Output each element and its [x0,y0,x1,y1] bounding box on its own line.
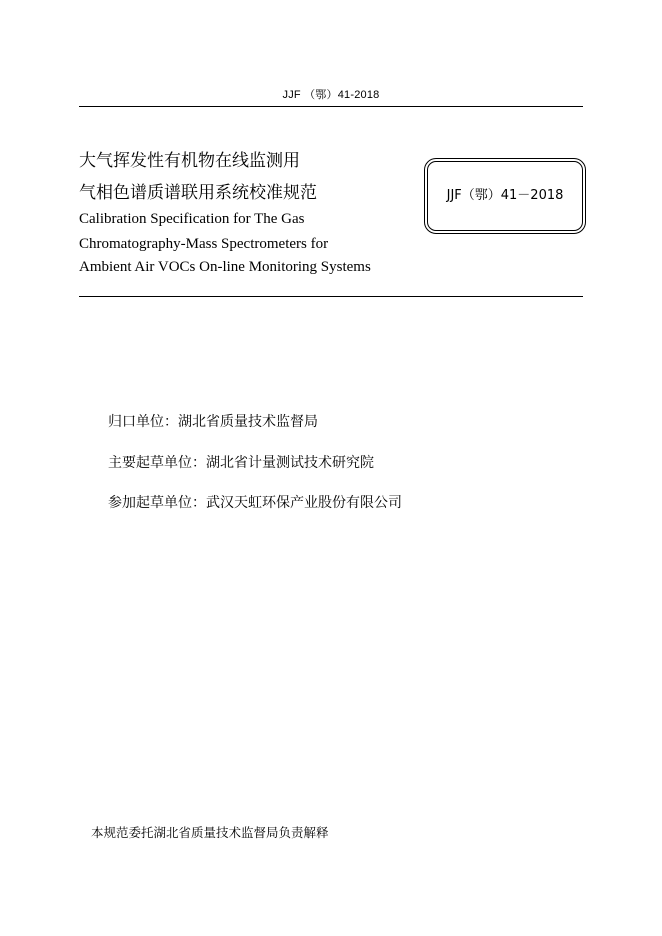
interpretation-note: 本规范委托湖北省质量技术监督局负责解释 [91,825,329,840]
responsible-unit: 归口单位：湖北省质量技术监督局 [108,414,318,430]
title-english-line-3: Ambient Air VOCs On-line Monitoring Systems [79,259,371,275]
participating-drafting-unit: 参加起草单位：武汉天虹环保产业股份有限公司 [108,495,402,511]
title-chinese-line-1: 大气挥发性有机物在线监测用 [79,151,300,171]
title-divider [79,296,583,297]
title-english-line-2: Chromatography-Mass Spectrometers for [79,236,329,252]
specification-code-box [424,158,586,234]
title-english-line-1: Calibration Specification for The Gas [79,211,305,227]
title-chinese-line-2: 气相色谱质谱联用系统校准规范 [79,183,317,203]
specification-code-box-inner [427,161,583,231]
header-divider [79,106,583,107]
main-drafting-unit: 主要起草单位：湖北省计量测试技术研究院 [108,455,374,471]
page-header-code: JJF （鄂）41-2018 [282,89,380,101]
specification-code: JJF（鄂）41－2018 [446,188,564,203]
